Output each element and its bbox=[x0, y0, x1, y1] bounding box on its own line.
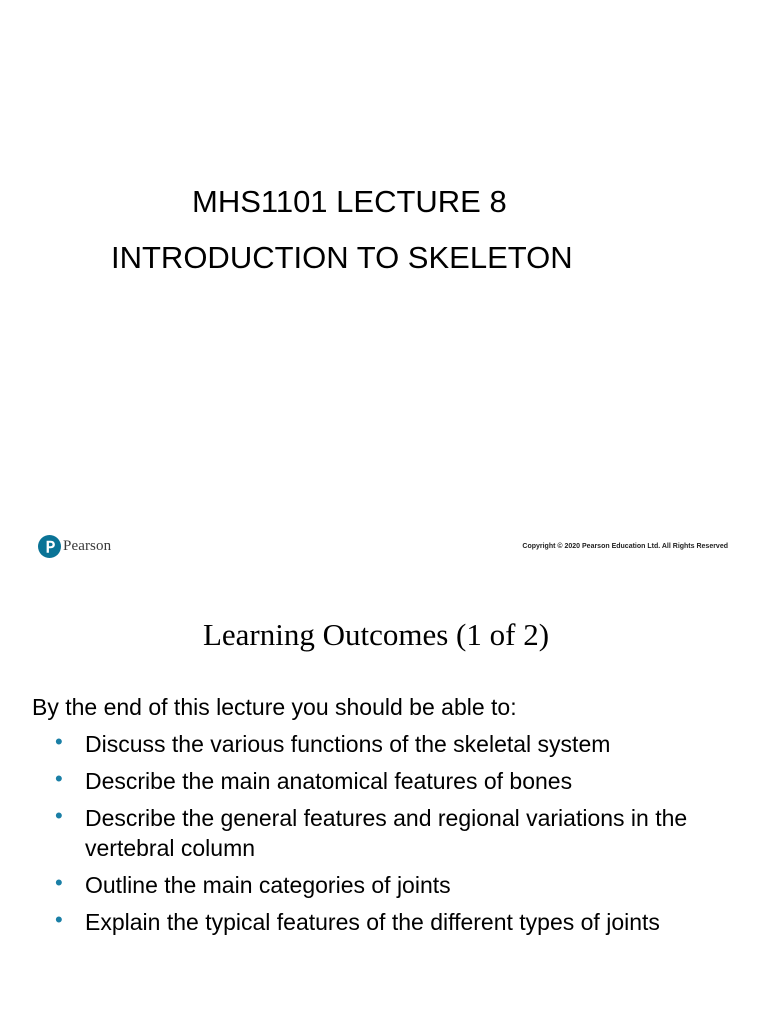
list-item bbox=[0, 870, 768, 900]
list-item-text: Explain the typical features of the different types of joints bbox=[85, 909, 660, 935]
list-item bbox=[0, 729, 768, 759]
list-item bbox=[0, 803, 768, 863]
list-item bbox=[0, 766, 768, 796]
slide-footer bbox=[0, 534, 768, 562]
pearson-logo bbox=[38, 535, 111, 558]
bullet-icon: • bbox=[55, 870, 63, 895]
list-item-text: Discuss the various functions of the skeletal system bbox=[85, 731, 611, 757]
lecture-subtitle: INTRODUCTION TO SKELETON bbox=[111, 240, 573, 275]
slide-title: Learning Outcomes (1 of 2) bbox=[202, 617, 550, 652]
list-item bbox=[0, 907, 768, 937]
intro-text: By the end of this lecture you should be able to: bbox=[32, 694, 517, 720]
list-item-text: Describe the main anatomical features of bones bbox=[85, 768, 573, 794]
outcomes-list bbox=[0, 729, 768, 944]
list-item-text: Describe the general features and regional variations in the vertebral column bbox=[85, 805, 688, 861]
learning-outcomes-slide bbox=[0, 576, 768, 1024]
copyright-notice: Copyright © 2020 Pearson Education Ltd. All Rights Reserved bbox=[522, 543, 728, 550]
lecture-title: MHS1101 LECTURE 8 bbox=[192, 184, 507, 219]
pearson-wordmark: Pearson bbox=[63, 538, 112, 554]
bullet-icon: • bbox=[55, 766, 63, 791]
bullet-icon: • bbox=[55, 729, 63, 754]
bullet-icon: • bbox=[55, 803, 63, 828]
pearson-p-logo-icon bbox=[38, 535, 61, 558]
bullet-icon: • bbox=[55, 907, 63, 932]
list-item-text: Outline the main categories of joints bbox=[85, 872, 451, 898]
